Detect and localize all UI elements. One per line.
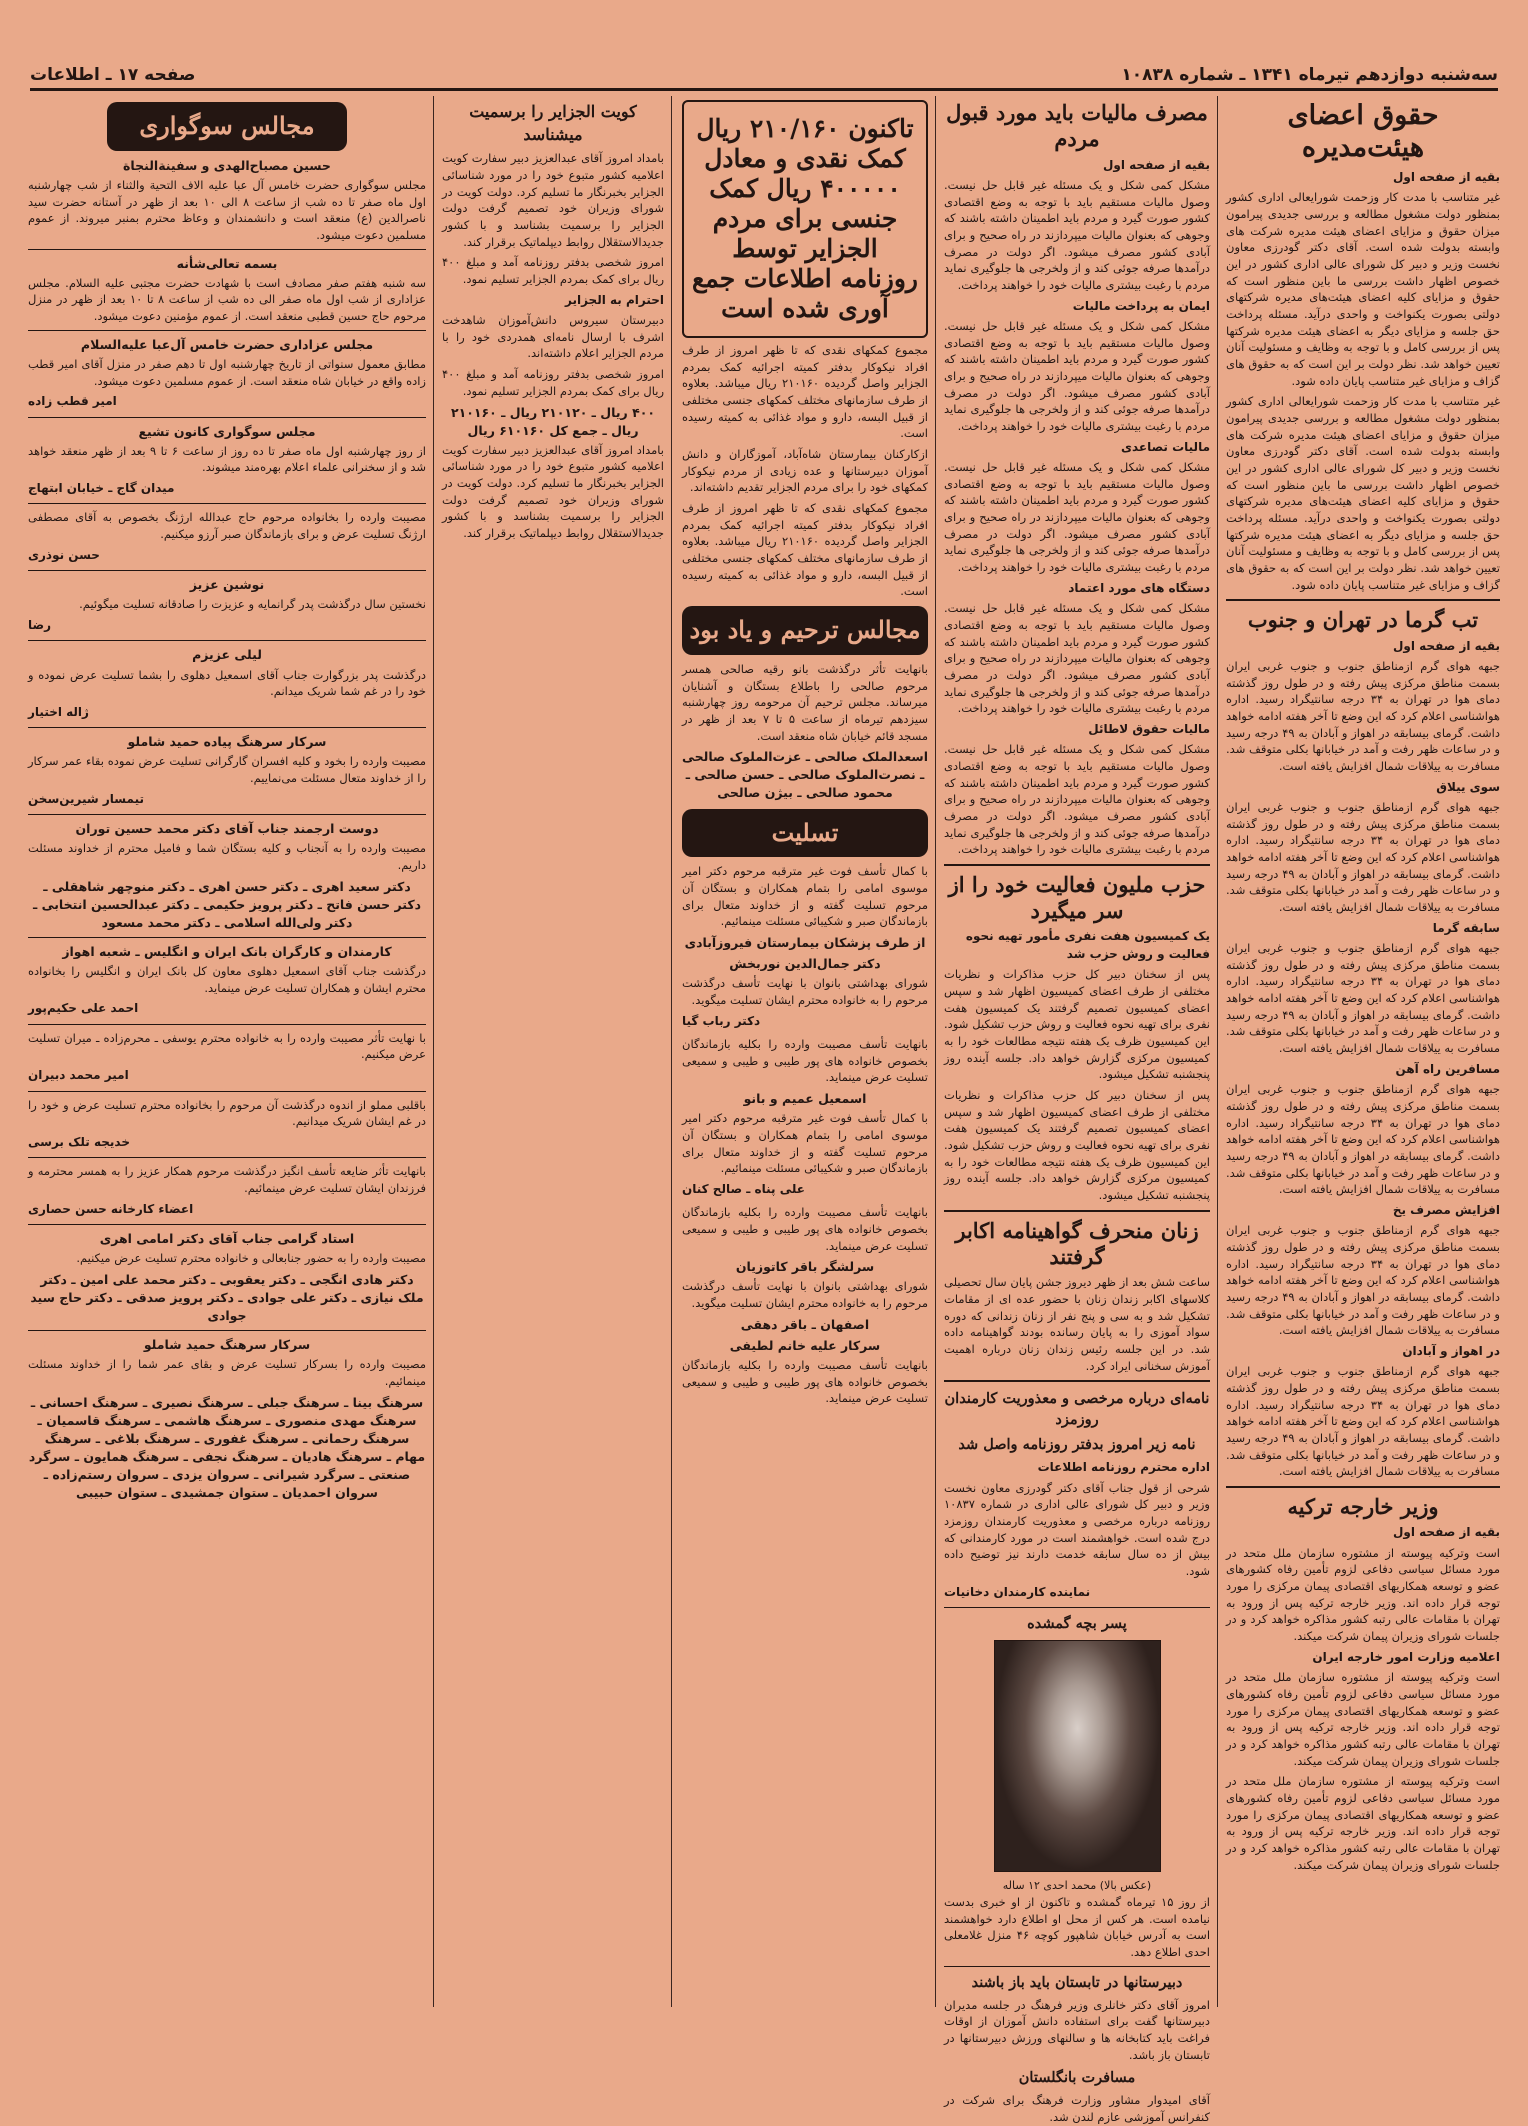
notice-signature: حسن نوذری bbox=[28, 547, 100, 562]
notice-title: حسین مصباح‌الهدی و سفینة‌النجاة bbox=[123, 157, 331, 173]
article-body: دبیرستان سیروس دانش‌آموزان شاهدخت اشرف با ارسال نامه‌ای همدردی خود را با مردم الجزایر اعلام داشته‌اند. bbox=[442, 313, 664, 361]
subhead: ایمان به پرداخت مالیات bbox=[1072, 298, 1210, 313]
notice-body: بانهایت تأسف مصیبت وارده را بکلیه بازماندگان بخصوص خانواده های پور طیبی و طیبی و سمیعی تسلیت عرض مینماید. bbox=[682, 1205, 928, 1253]
headline-missing-boy: پسر بچه گمشده bbox=[1027, 1615, 1127, 1633]
notice-body: درگذشت پدر بزرگوارت جناب آقای اسمعیل دهلوی را بشما تسلیت عرض نموده و خود را در غم شما شریک میدانم. bbox=[28, 667, 426, 699]
article-body: پس از سخنان دبیر کل حزب مذاکرات و نظریات مختلفی از طرف اعضای کمیسیون اظهار شد و سپس اعضای کمیسیون تصمیم گرفتند یک کمیسیون هفت نفری برای تهیه نحوه فعالیت و روش حزب تشکیل شود. این کمیسیون ظرف یک هفته نتیجه مطالعات خود را به کمیسیون مرکزی گزارش خواهد داد. جلسه آینده روز پنجشنبه تشکیل میشود. bbox=[944, 967, 1210, 1082]
subhead: مالیات تصاعدی bbox=[1120, 439, 1210, 454]
notice-signature: از طرف پزشکان بیمارستان فیروزآبادی bbox=[684, 935, 926, 951]
column-rule bbox=[1217, 96, 1218, 2007]
article-body: مشکل کمی شکل و یک مسئله غیر قابل حل نیست. وصول مالیات مستقیم باید با توجه به وضع اقتصادی کشور صورت گیرد و مردم باید اطمینان داشته باشند که وجوهی که بعنوان مالیات میپردازند در راه صحیح و برای آبادی کشور مصرف میشود. اگر دولت در مصرف درآمدها صرفه جوئی کند و از ولخرجی ها جلوگیری نماید مردم با رغبت بیشتری مالیات خود را خواهند پرداخت. bbox=[944, 177, 1210, 292]
notice-title: مجلس عزاداری حضرت خامس آل‌عبا علیه‌السلام bbox=[80, 336, 374, 352]
headline-women: زنان منحرف گواهینامه اکابر گرفتند bbox=[955, 1217, 1199, 1269]
article-body: غیر متناسب با مدت کار وزحمت شورایعالی اداری کشور بمنظور دولت مشغول مطالعه و بررسی جدیدی پیرامون میزان حقوق و مزایای اعضای هیئت مدیره شرکت های وابسته بدولت شده است. آقای دکتر گودرزی معاون نخست وزیر و دبیر کل شورای عالی اداری کشور در این خصوص اظهار داشت بررسی ما باین منظور است که حقوق و مزایای کلیه اعضای هیئت‌های مدیره شرکتهای دولتی بصورت یکنواخت و واحدی درآید. مسئله پرداخت حق جلسه و مزایای دیگر به اعضای هیئت مدیره شرکتها پس از بررسی کامل و با توجه به وظایف و مسئولیت آنان تعیین خواهد شد. نظر دولت بر این است که به حقوق های گزاف و مزایای غیر متناسب پایان داده شود. bbox=[1226, 394, 1500, 592]
divider bbox=[1226, 599, 1500, 601]
article-body: مجموع کمکهای نقدی که تا ظهر امروز از طرف افراد نیکوکار بدفتر کمیته اجرائیه کمک بمردم الجزایر واصل گردیده ۲۱۰۱۶۰ ریال میباشد. بعلاوه از طرف سازمانهای مختلف کمکهای جنسی مختلفی از قبیل البسه، دارو و مواد غذائی به کمیته رسیده است. bbox=[682, 501, 928, 599]
notice-body: با کمال تأسف فوت غیر مترقبه مرحوم دکتر امیر موسوی امامی را بتمام همکاران و بستگان آن مرحوم تسلیت گفته و از خداوند متعال برای بازماندگان صبر و شکیبائی مسئلت مینمائیم. bbox=[682, 864, 928, 929]
divider bbox=[28, 727, 426, 728]
notice-title: لیلی عزیزم bbox=[192, 647, 262, 663]
notice-body: شورای بهداشتی بانوان با نهایت تأسف درگذشت مرحوم را به خانواده محترم ایشان تسلیت میگوید. bbox=[682, 1279, 928, 1311]
letter-signature: نماینده کارمندان دخانیات bbox=[944, 1584, 1091, 1599]
notice-title: بسمه تعالی‌شأنه bbox=[176, 255, 278, 271]
notice-body: بانهایت تأثر ضایعه تأسف انگیز درگذشت مرحوم همکار عزیز را به همسر محترمه و فرزندان ایشان تسلیت عرض مینمائیم. bbox=[28, 1164, 426, 1195]
memorial-banner: مجالس ترحیم و یاد بود bbox=[682, 606, 928, 655]
article-body: است وترکیه پیوسته از مشتوره سازمان ملل متحد در مورد مسائل سیاسی دفاعی لزوم تأمین رفاه کشورهای عضو و توسعه همکاریهای اقتصادی پیمان مرکزی را مورد توجه قرار داده اند. وزیر خارجه ترکیه پس از ورود به تهران با مقامات عالی رتبه کشور مذاکره خواهد کرد و در جلسات شورای وزیران پیمان شرکت میکند. bbox=[1226, 1670, 1500, 1768]
subhead: احترام به الجزایر bbox=[565, 292, 664, 307]
notice-signature: تیمسار شیرین‌سخن bbox=[28, 791, 144, 806]
column-4 bbox=[442, 96, 664, 2007]
column-1 bbox=[1226, 96, 1500, 2007]
divider bbox=[28, 937, 426, 938]
continued-label: بقیه از صفحه اول bbox=[1392, 1525, 1500, 1540]
notice-body: سه شنبه هفتم صفر مصادف است با شهادت حضرت مجتبی علیه السلام. مجلس عزاداری از شب اول ماه صفر الی ده شب از ساعت ۸ تا ۱۰ بعد از ظهر در منزل مرحوم حاج حسین قطبی منعقد است. از عموم مؤمنین دعوت میشود. bbox=[28, 275, 427, 324]
notice-signature: اعضاء کارخانه حسن حصاری bbox=[28, 1201, 194, 1216]
headline-kuwait: کویت الجزایر را برسمیت میشناسد bbox=[469, 102, 637, 145]
algeria-aid-text: تاکنون ۲۱۰/۱۶۰ ریال کمک نقدی و معادل ۴۰۰۰۰۰ ریال کمک جنسی برای مردم الجزایر توسط روزنامه اطلاعات جمع آوری شده است bbox=[691, 114, 919, 323]
article-body: آقای امیدوار مشاور وزارت فرهنگ برای شرکت در کنفرانس آموزشی عازم لندن شد. bbox=[944, 2093, 1210, 2125]
notice-body: با نهایت تأثر مصیبت وارده را به خانواده محترم یوسفی ـ محرم‌زاده ـ میران تسلیت عرض میکنیم. bbox=[28, 1030, 426, 1062]
article-body: مجموع کمکهای نقدی که تا ظهر امروز از طرف افراد نیکوکار بدفتر کمیته اجرائیه کمک بمردم الجزایر واصل گردیده ۲۱۰۱۶۰ ریال میباشد. بعلاوه از طرف سازمانهای مختلف کمکهای جنسی مختلفی از قبیل البسه، دارو و مواد غذائی به کمیته رسیده است. bbox=[682, 343, 928, 441]
divider bbox=[28, 503, 426, 504]
notice-signature: ژاله اختیار bbox=[28, 704, 89, 719]
column-rule bbox=[935, 96, 936, 2007]
notice-signature: اصفهان ـ باقر دهقی bbox=[740, 1316, 870, 1332]
notice-body: بانهایت تأسف مصیبت وارده را بکلیه بازماندگان بخصوص خانواده های پور طیبی و طیبی و سمیعی تسلیت عرض مینماید. bbox=[682, 1358, 928, 1406]
headline-party: حزب ملیون فعالیت خود را از سر میگیرد bbox=[948, 871, 1206, 924]
subhead: سابقه گرما bbox=[1432, 920, 1500, 935]
notice-signature: احمد علی حکیم‌پور bbox=[28, 1001, 139, 1016]
divider bbox=[944, 1210, 1210, 1212]
notice-body: باقلبی مملو از اندوه درگذشت آن مرحوم را بخانواده محترم تسلیت عرض و خود را در غم ایشان شریک میدانیم. bbox=[28, 1097, 426, 1129]
notice-signature: اسمعیل عمیم و بانو bbox=[743, 1091, 867, 1107]
article-body: مشکل کمی شکل و یک مسئله غیر قابل حل نیست. وصول مالیات مستقیم باید با توجه به وضع اقتصادی کشور صورت گیرد و مردم باید اطمینان داشته باشند که وجوهی که بعنوان مالیات میپردازند در راه صحیح و برای آبادی کشور مصرف میشود. اگر دولت در مصرف درآمدها صرفه جوئی کند و از ولخرجی ها جلوگیری نماید مردم با رغبت بیشتری مالیات خود را خواهند پرداخت. bbox=[944, 601, 1210, 716]
notice-signature: دکتر جمال‌الدین نوربخش bbox=[729, 956, 881, 972]
article-body: امروز آقای دکتر خانلری وزیر فرهنگ در جلسه مدیران دبیرستانها گفت برای استفاده دانش آموزان از اوقات فراغت باید کتابخانه ها و سالنهای ورزش دبیرستانها در تابستان باز باشد. bbox=[944, 1997, 1210, 2062]
subhead: مالیات حقوق لاطائل bbox=[1088, 721, 1210, 736]
article-body: است وترکیه پیوسته از مشتوره سازمان ملل متحد در مورد مسائل سیاسی دفاعی لزوم تأمین رفاه کشورهای عضو و توسعه همکاریهای اقتصادی پیمان مرکزی را مورد توجه قرار داده اند. وزیر خارجه ترکیه پس از ورود به تهران با مقامات عالی رتبه کشور مذاکره خواهد کرد و در جلسات شورای وزیران پیمان شرکت میکند. bbox=[1226, 1774, 1500, 1872]
divider bbox=[28, 417, 426, 418]
article-body: شرحی از قول جناب آقای دکتر گودرزی معاون نخست وزیر و دبیر کل شورای عالی اداری در شماره ۱۰۸۳۷ روزنامه درباره مرخصی و معذوریت کارمندان روزمزد درج شده است. خواهشمند است در مورد کارمندانی که بیش از ده سال سابقه خدمت دارند نیز توضیح داده شود. bbox=[944, 1480, 1210, 1578]
continued-label: بقیه از صفحه اول bbox=[1392, 638, 1500, 653]
subhead: اعلامیه وزارت امور خارجه ایران bbox=[1312, 1649, 1500, 1664]
divider bbox=[944, 864, 1210, 866]
notice-title: کارمندان و کارگران بانک ایران و انگلیس ـ شعبه اهواز bbox=[62, 943, 392, 959]
family-names: اسعدالملک صالحی ـ عزت‌الملوک صالحی ـ نصرت‌الملوک صالحی ـ حسن صالحی ـ محمود صالحی ـ بیژن صالحی bbox=[681, 749, 928, 801]
notice-body: نخستین سال درگذشت پدر گرانمایه و عزیزت را صادقانه تسلیت میگوئیم. bbox=[79, 597, 426, 612]
article-body: جبهه هوای گرم ازمناطق جنوب و جنوب غربی ایران بسمت مناطق مرکزی پیش رفته و در طول روز گذشته دمای هوا در تهران به ۳۴ درجه سانتیگراد رسید. اداره هواشناسی اعلام کرد که این وضع تا آخر هفته ادامه خواهد داشت. گرمای بیسابقه در اهواز و آبادان به ۴۹ درجه رسید و در ساعات ظهر رفت و آمد در خیابانها بکلی متوقف شد. مسافرت به ییلاقات شمال افزایش یافته است. bbox=[1226, 1223, 1500, 1338]
headline-tax: مصرف مالیات باید مورد قبول مردم bbox=[946, 100, 1208, 152]
headline-turkey-minister: وزیر خارجه ترکیه bbox=[1287, 1494, 1439, 1520]
article-body: بامداد امروز آقای عبدالعزیز دبیر سفارت کویت اعلامیه کشور متبوع خود را در مورد شناسائی الجزایر بخبرنگار ما تسلیم کرد. دولت کویت در شورای وزیران خود تصمیم گرفت دولت الجزایر را برسمیت بشناسد و با کشور جدیدالاستقلال روابط دیپلماتیک برقرار کند. bbox=[442, 151, 664, 249]
notice-names: دکتر سعید اهری ـ دکتر حسن اهری ـ دکتر منوچهر شاهقلی ـ دکتر حسن فاتح ـ دکتر پرویز حکیمی ـ دکتر عبدالحسین انتخابی ـ دکتر ولی‌الله اسلامی ـ دکتر محمد مسعود bbox=[32, 878, 422, 930]
headline-travel: مسافرت بانگلستان bbox=[1018, 2069, 1136, 2087]
condolence-banner: تسلیت bbox=[682, 809, 928, 858]
column-5 bbox=[28, 96, 426, 2007]
article-body: مشکل کمی شکل و یک مسئله غیر قابل حل نیست. وصول مالیات مستقیم باید با توجه به وضع اقتصادی کشور صورت گیرد و مردم باید اطمینان داشته باشند که وجوهی که بعنوان مالیات میپردازند در راه صحیح و برای آبادی کشور مصرف میشود. اگر دولت در مصرف درآمدها صرفه جوئی کند و از ولخرجی ها جلوگیری نماید مردم با رغبت بیشتری مالیات خود را خواهند پرداخت. bbox=[944, 742, 1210, 857]
divider bbox=[1226, 1486, 1500, 1488]
notice-title: دوست ارجمند جناب آقای دکتر محمد حسین توران bbox=[75, 821, 379, 837]
notice-signature: سرکار علیه خانم لطیفی bbox=[729, 1337, 881, 1353]
divider bbox=[28, 814, 426, 815]
divider bbox=[28, 249, 426, 250]
divider bbox=[28, 1224, 426, 1225]
missing-boy-photo bbox=[994, 1640, 1161, 1872]
notice-body: از روز چهارشنبه اول ماه صفر تا ده روز از ساعت ۶ تا ۹ بعد از ظهر منعقد خواهد شد و از سخنرانی علماء اعلام بهره‌مند میشوند. bbox=[28, 443, 426, 475]
notice-title: مجلس سوگواری کانون تشیع bbox=[138, 423, 316, 439]
subhead: مسافرین راه آهن bbox=[1395, 1061, 1500, 1076]
headline-letter: نامه‌ای درباره مرخصی و معذوریت کارمندان روزمزد bbox=[944, 1390, 1210, 1429]
notice-body: مصیبت وارده را بخانواده مرحوم حاج عبدالله ارژنگ بخصوص به آقای مصطفی ارژنگ تسلیت عرض و برای بازماندگان صبر آرزو میکنیم. bbox=[28, 510, 426, 542]
column-rule bbox=[433, 96, 434, 2007]
letter-subhead: نامه زیر امروز بدفتر روزنامه واصل شد bbox=[958, 1436, 1196, 1454]
notice-body: مجلس سوگواری حضرت خامس آل عبا علیه الاف التحیة والثناء از شب چهارشنبه اول ماه صفر تا ده شب از ساعت ۸ الی ۱۰ بعد از ظهر در آستانه حضرت سید ناصرالدین (ع) منعقد است و دانشمندان و وعاظ محترم بمنبر میروند. از عموم مسلمین دعوت میشود. bbox=[28, 177, 426, 242]
notice-title: سرکار سرهنگ پیاده حمید شاملو bbox=[127, 734, 327, 750]
notice-signature: میدان گاج ـ خیابان ابتهاج bbox=[28, 481, 175, 496]
letter-addressee: اداره محترم روزنامه اطلاعات bbox=[1037, 1460, 1210, 1475]
notice-signature: دکتر رباب گیا bbox=[682, 1013, 761, 1028]
subhead: سوی ییلاق bbox=[1436, 779, 1500, 794]
subhead: افزایش مصرف یخ bbox=[1392, 1202, 1500, 1217]
masthead bbox=[30, 62, 1498, 91]
column-rule bbox=[671, 96, 672, 2007]
article-body: است وترکیه پیوسته از مشتوره سازمان ملل متحد در مورد مسائل سیاسی دفاعی لزوم تأمین رفاه کشورهای عضو و توسعه همکاریهای اقتصادی پیمان مرکزی را مورد توجه قرار داده اند. وزیر خارجه ترکیه پس از ورود به تهران با مقامات عالی رتبه کشور مذاکره خواهد کرد و در جلسات شورای وزیران پیمان شرکت میکند. bbox=[1226, 1545, 1500, 1644]
article-body: مشکل کمی شکل و یک مسئله غیر قابل حل نیست. وصول مالیات مستقیم باید با توجه به وضع اقتصادی کشور صورت گیرد و مردم باید اطمینان داشته باشند که وجوهی که بعنوان مالیات میپردازند در راه صحیح و برای آبادی کشور مصرف میشود. اگر دولت در مصرف درآمدها صرفه جوئی کند و از ولخرجی ها جلوگیری نماید مردم با رغبت بیشتری مالیات خود را خواهند پرداخت. bbox=[944, 318, 1210, 434]
article-body: ساعت شش بعد از ظهر دیروز جشن پایان سال تحصیلی کلاسهای اکابر زندان زنان با حضور عده ای از مقامات تشکیل شد و به سی و پنج نفر از زنان زندانی که دوره سواد آموزی را به پایان رسانده بودند گواهینامه داده شد. در این جلسه رئیس زندان زنان درباره اهمیت آموزش سخنانی ایراد کرد. bbox=[944, 1275, 1210, 1373]
continued-label: بقیه از صفحه اول bbox=[1102, 157, 1210, 172]
subhead: دستگاه های مورد اعتماد bbox=[1068, 580, 1210, 595]
notice-signature: سرلشگر باقر کاتوزیان bbox=[735, 1259, 875, 1275]
aid-totals: ۴۰۰ ریال ـ ۲۱۰۱۲۰ ریال ـ ۲۱۰۱۶۰ ریال ـ جمع کل ۶۱۰۱۶۰ ریال bbox=[451, 404, 655, 438]
notice-body: بانهایت تأثر درگذشت بانو رقیه صالحی همسر مرحوم صالحی را باطلاع بستگان و آشنایان میرساند. مجلس ترحیم آن مرحومه روز چهارشنبه سیزدهم تیرماه از ساعت ۵ تا ۷ بعد از ظهر در مسجد قائم خیابان شاه منعقد است. bbox=[682, 661, 928, 743]
headline-heat: تب گرما در تهران و جنوب bbox=[1247, 607, 1479, 633]
notice-title: نوشین عزیز bbox=[189, 577, 265, 593]
notice-body: درگذشت جناب آقای اسمعیل دهلوی معاون کل بانک ایران و انگلیس را بخانواده محترم ایشان و همکاران تسلیت عرض مینماید. bbox=[28, 964, 426, 995]
notice-body: شورای بهداشتی بانوان با نهایت تأسف درگذشت مرحوم را به خانواده محترم ایشان تسلیت میگوید. bbox=[682, 976, 928, 1008]
article-body: جبهه هوای گرم ازمناطق جنوب و جنوب غربی ایران بسمت مناطق مرکزی پیش رفته و در طول روز گذشته دمای هوا در تهران به ۳۴ درجه سانتیگراد رسید. اداره هواشناسی اعلام کرد که این وضع تا آخر هفته ادامه خواهد داشت. گرمای بیسابقه در اهواز و آبادان به ۴۹ درجه رسید و در ساعات ظهر رفت و آمد در خیابانها بکلی متوقف شد. مسافرت به ییلاقات شمال افزایش یافته است. bbox=[1226, 1082, 1500, 1197]
article-body: بامداد امروز آقای عبدالعزیز دبیر سفارت کویت اعلامیه کشور متبوع خود را در مورد شناسائی الجزایر بخبرنگار ما تسلیم کرد. دولت کویت در شورای وزیران خود تصمیم گرفت دولت الجزایر را برسمیت بشناسد و با کشور جدیدالاستقلال روابط دیپلماتیک برقرار کند. bbox=[442, 442, 664, 541]
divider bbox=[28, 1330, 426, 1331]
subhead: یک کمیسیون هفت نفری مأمور تهیه نحوه فعالیت و روش حزب شد bbox=[965, 929, 1210, 961]
divider bbox=[28, 640, 426, 641]
article-body: جبهه هوای گرم ازمناطق جنوب و جنوب غربی ایران بسمت مناطق مرکزی پیش رفته و در طول روز گذشته دمای هوا در تهران به ۳۴ درجه سانتیگراد رسید. اداره هواشناسی اعلام کرد که این وضع تا آخر هفته ادامه خواهد داشت. گرمای بیسابقه در اهواز و آبادان به ۴۹ درجه رسید و در ساعات ظهر رفت و آمد در خیابانها بکلی متوقف شد. مسافرت به ییلاقات شمال افزایش یافته است. bbox=[1226, 941, 1500, 1056]
notice-names: دکتر هادی انگجی ـ دکتر یعقوبی ـ دکتر محمد علی امین ـ دکتر ملک نیازی ـ دکتر علی جوادی ـ دکتر پرویز صدقی ـ دکتر حاج سید جوادی bbox=[30, 1271, 424, 1324]
article-body: از روز ۱۵ تیرماه گمشده و تاکنون از او خبری بدست نیامده است. هر کس از محل او اطلاع دارد خواهشمند است به آدرس خیابان شاهپور کوچه ۴۶ منزل غلامعلی احدی اطلاع دهد. bbox=[944, 1895, 1211, 1960]
divider bbox=[28, 570, 426, 571]
article-body: مشکل کمی شکل و یک مسئله غیر قابل حل نیست. وصول مالیات مستقیم باید با توجه به وضع اقتصادی کشور صورت گیرد و مردم باید اطمینان داشته باشند که وجوهی که بعنوان مالیات میپردازند در راه صحیح و برای آبادی کشور مصرف میشود. اگر دولت در مصرف درآمدها صرفه جوئی کند و از ولخرجی ها جلوگیری نماید مردم با رغبت بیشتری مالیات خود را خواهند پرداخت. bbox=[944, 460, 1210, 575]
column-2 bbox=[944, 96, 1211, 2125]
masthead-date-issue: سه‌شنبه دوازدهم تیرماه ۱۳۴۱ ـ شماره ۱۰۸۳۸ bbox=[1121, 65, 1498, 85]
algeria-aid-box bbox=[682, 100, 928, 338]
notice-signature: علی پناه ـ صالح کنان bbox=[682, 1181, 805, 1196]
article-body: جبهه هوای گرم ازمناطق جنوب و جنوب غربی ایران بسمت مناطق مرکزی پیش رفته و در طول روز گذشته دمای هوا در تهران به ۳۴ درجه سانتیگراد رسید. اداره هواشناسی اعلام کرد که این وضع تا آخر هفته ادامه خواهد داشت. گرمای بیسابقه در اهواز و آبادان به ۴۹ درجه رسید و در ساعات ظهر رفت و آمد در خیابانها بکلی متوقف شد. مسافرت به ییلاقات شمال افزایش یافته است. bbox=[1226, 800, 1500, 915]
column-3 bbox=[682, 96, 928, 2007]
article-body: جبهه هوای گرم ازمناطق جنوب و جنوب غربی ایران بسمت مناطق مرکزی پیش رفته و در طول روز گذشته دمای هوا در تهران به ۳۴ درجه سانتیگراد رسید. اداره هواشناسی اعلام کرد که این وضع تا آخر هفته ادامه خواهد داشت. گرمای بیسابقه در اهواز و آبادان به ۴۹ درجه رسید و در ساعات ظهر رفت و آمد در خیابانها بکلی متوقف شد. مسافرت به ییلاقات شمال افزایش یافته است. bbox=[1226, 658, 1500, 773]
divider bbox=[28, 1091, 426, 1092]
divider bbox=[944, 1380, 1210, 1382]
headline-board-salaries: حقوق اعضای هیئت‌مدیره bbox=[1287, 100, 1439, 164]
divider bbox=[944, 1966, 1210, 1967]
notice-body: با کمال تأسف فوت غیر مترقبه مرحوم دکتر امیر موسوی امامی را بتمام همکاران و بستگان آن مرحوم تسلیت گفته و از خداوند متعال برای بازماندگان صبر و شکیبائی مسئلت مینمائیم. bbox=[682, 1111, 928, 1176]
notice-title: سرکار سرهنگ حمید شاملو bbox=[143, 1337, 311, 1353]
notice-body: مصیبت وارده را بخود و کلیه افسران گارگرانی تسلیت عرض نموده بقاء عمر سرکار را از خداوند متعال مسئلت می‌نماییم. bbox=[28, 754, 426, 786]
continued-label: بقیه از صفحه اول bbox=[1392, 169, 1500, 184]
notice-title: استاد گرامی جناب آقای دکتر امامی اهری bbox=[99, 1231, 355, 1247]
notice-body: مصیبت وارده را به آنجناب و کلیه بستگان شما و فامیل محترم از خداوند مسئلت داریم. bbox=[28, 841, 426, 872]
notice-body: مصیبت وارده را به حضور جنابعالی و خانواده محترم تسلیت عرض میکنیم. bbox=[76, 1251, 426, 1266]
article-body: امروز شخصی بدفتر روزنامه آمد و مبلغ ۴۰۰ ریال برای کمک بمردم الجزایر تسلیم نمود. bbox=[442, 255, 664, 287]
article-body: ازکارکنان بیمارستان شاه‌آباد، آموزگاران و دانش آموزان دبیرستانها و عده زیادی از مردم نیکوکار کمکهای خود را برای مردم الجزایر تقدیم داشته‌اند. bbox=[682, 447, 928, 495]
notice-signature: خدیجه تلک برسی bbox=[28, 1134, 130, 1149]
notice-signature: امیر محمد دبیران bbox=[28, 1068, 129, 1083]
masthead-page-number: صفحه ۱۷ ـ اطلاعات bbox=[30, 65, 196, 85]
divider bbox=[944, 1607, 1210, 1608]
mourning-banner: مجالس سوگواری bbox=[107, 102, 347, 151]
article-body: امروز شخصی بدفتر روزنامه آمد و مبلغ ۴۰۰ ریال برای کمک بمردم الجزایر تسلیم نمود. bbox=[442, 367, 664, 398]
notice-signature: امیر قطب زاده bbox=[28, 394, 117, 409]
notice-names: سرهنگ بینا ـ سرهنگ جبلی ـ سرهنگ نصیری ـ سرهنگ احسانی ـ سرهنگ مهدی منصوری ـ سرهنگ هاشمی ـ سرهنگ قاسمیان ـ سرهنگ رحمانی ـ سرهنگ غفوری ـ سرهنگ بلاغی ـ سرهنگ مهام ـ سرهنگ هادیان ـ سرهنگ نجفی ـ سرهنگ همایون ـ سرگرد صنعتی ـ سرگرد شیرانی ـ سروان یزدی ـ سروان رستم‌زاده ـ سروان احمدیان ـ ستوان جمشیدی ـ ستوان حبیبی bbox=[28, 1394, 426, 1501]
article-body: جبهه هوای گرم ازمناطق جنوب و جنوب غربی ایران بسمت مناطق مرکزی پیش رفته و در طول روز گذشته دمای هوا در تهران به ۳۴ درجه سانتیگراد رسید. اداره هواشناسی اعلام کرد که این وضع تا آخر هفته ادامه خواهد داشت. گرمای بیسابقه در اهواز و آبادان به ۴۹ درجه رسید و در ساعات ظهر رفت و آمد در خیابانها بکلی متوقف شد. مسافرت به ییلاقات شمال افزایش یافته است. bbox=[1226, 1364, 1500, 1479]
article-body: پس از سخنان دبیر کل حزب مذاکرات و نظریات مختلفی از طرف اعضای کمیسیون اظهار شد و سپس اعضای کمیسیون تصمیم گرفتند یک کمیسیون هفت نفری برای تهیه نحوه فعالیت و روش حزب تشکیل شود. این کمیسیون ظرف یک هفته نتیجه مطالعات خود را به کمیسیون مرکزی گزارش خواهد داد. جلسه آینده روز پنجشنبه تشکیل میشود. bbox=[944, 1087, 1210, 1202]
subhead: در اهواز و آبادان bbox=[1402, 1344, 1500, 1359]
article-body: غیر متناسب با مدت کار وزحمت شورایعالی اداری کشور بمنظور دولت مشغول مطالعه و بررسی جدیدی پیرامون میزان حقوق و مزایای اعضای هیئت مدیره شرکت های وابسته بدولت شده است. آقای دکتر گودرزی معاون نخست وزیر و دبیر کل شورای عالی اداری کشور در این خصوص اظهار داشت بررسی ما باین منظور است که حقوق و مزایای کلیه اعضای هیئت‌های مدیره شرکتهای دولتی بصورت یکنواخت و واحدی درآید. مسئله پرداخت حق جلسه و مزایای دیگر به اعضای هیئت مدیره شرکتها پس از بررسی کامل و با توجه به وظایف و مسئولیت آنان تعیین خواهد شد. نظر دولت بر این است که به حقوق های گزاف و مزایای غیر متناسب پایان داده شود. bbox=[1226, 190, 1500, 388]
photo-caption: (عکس بالا) محمد احدی ۱۲ ساله bbox=[1002, 1879, 1152, 1893]
headline-schools: دبیرستانها در تابستان باید باز باشند bbox=[971, 1973, 1183, 1991]
notice-body: بانهایت تأسف مصیبت وارده را بکلیه بازماندگان بخصوص خانواده های پور طیبی و طیبی و سمیعی تسلیت عرض مینماید. bbox=[682, 1037, 928, 1085]
divider bbox=[28, 330, 426, 331]
divider bbox=[28, 1157, 426, 1158]
notice-signature: رضا bbox=[28, 618, 52, 632]
notice-body: مطابق معمول سنواتی از تاریخ چهارشنبه اول تا دهم صفر در منزل آقای امیر قطب زاده واقع در خیابان شاه منعقد است. از عموم مسلمین دعوت میشود. bbox=[28, 356, 426, 388]
divider bbox=[28, 1024, 426, 1025]
notice-body: مصیبت وارده را بسرکار تسلیت عرض و بقای عمر شما را از خداوند مسئلت مینمائیم. bbox=[28, 1357, 426, 1388]
